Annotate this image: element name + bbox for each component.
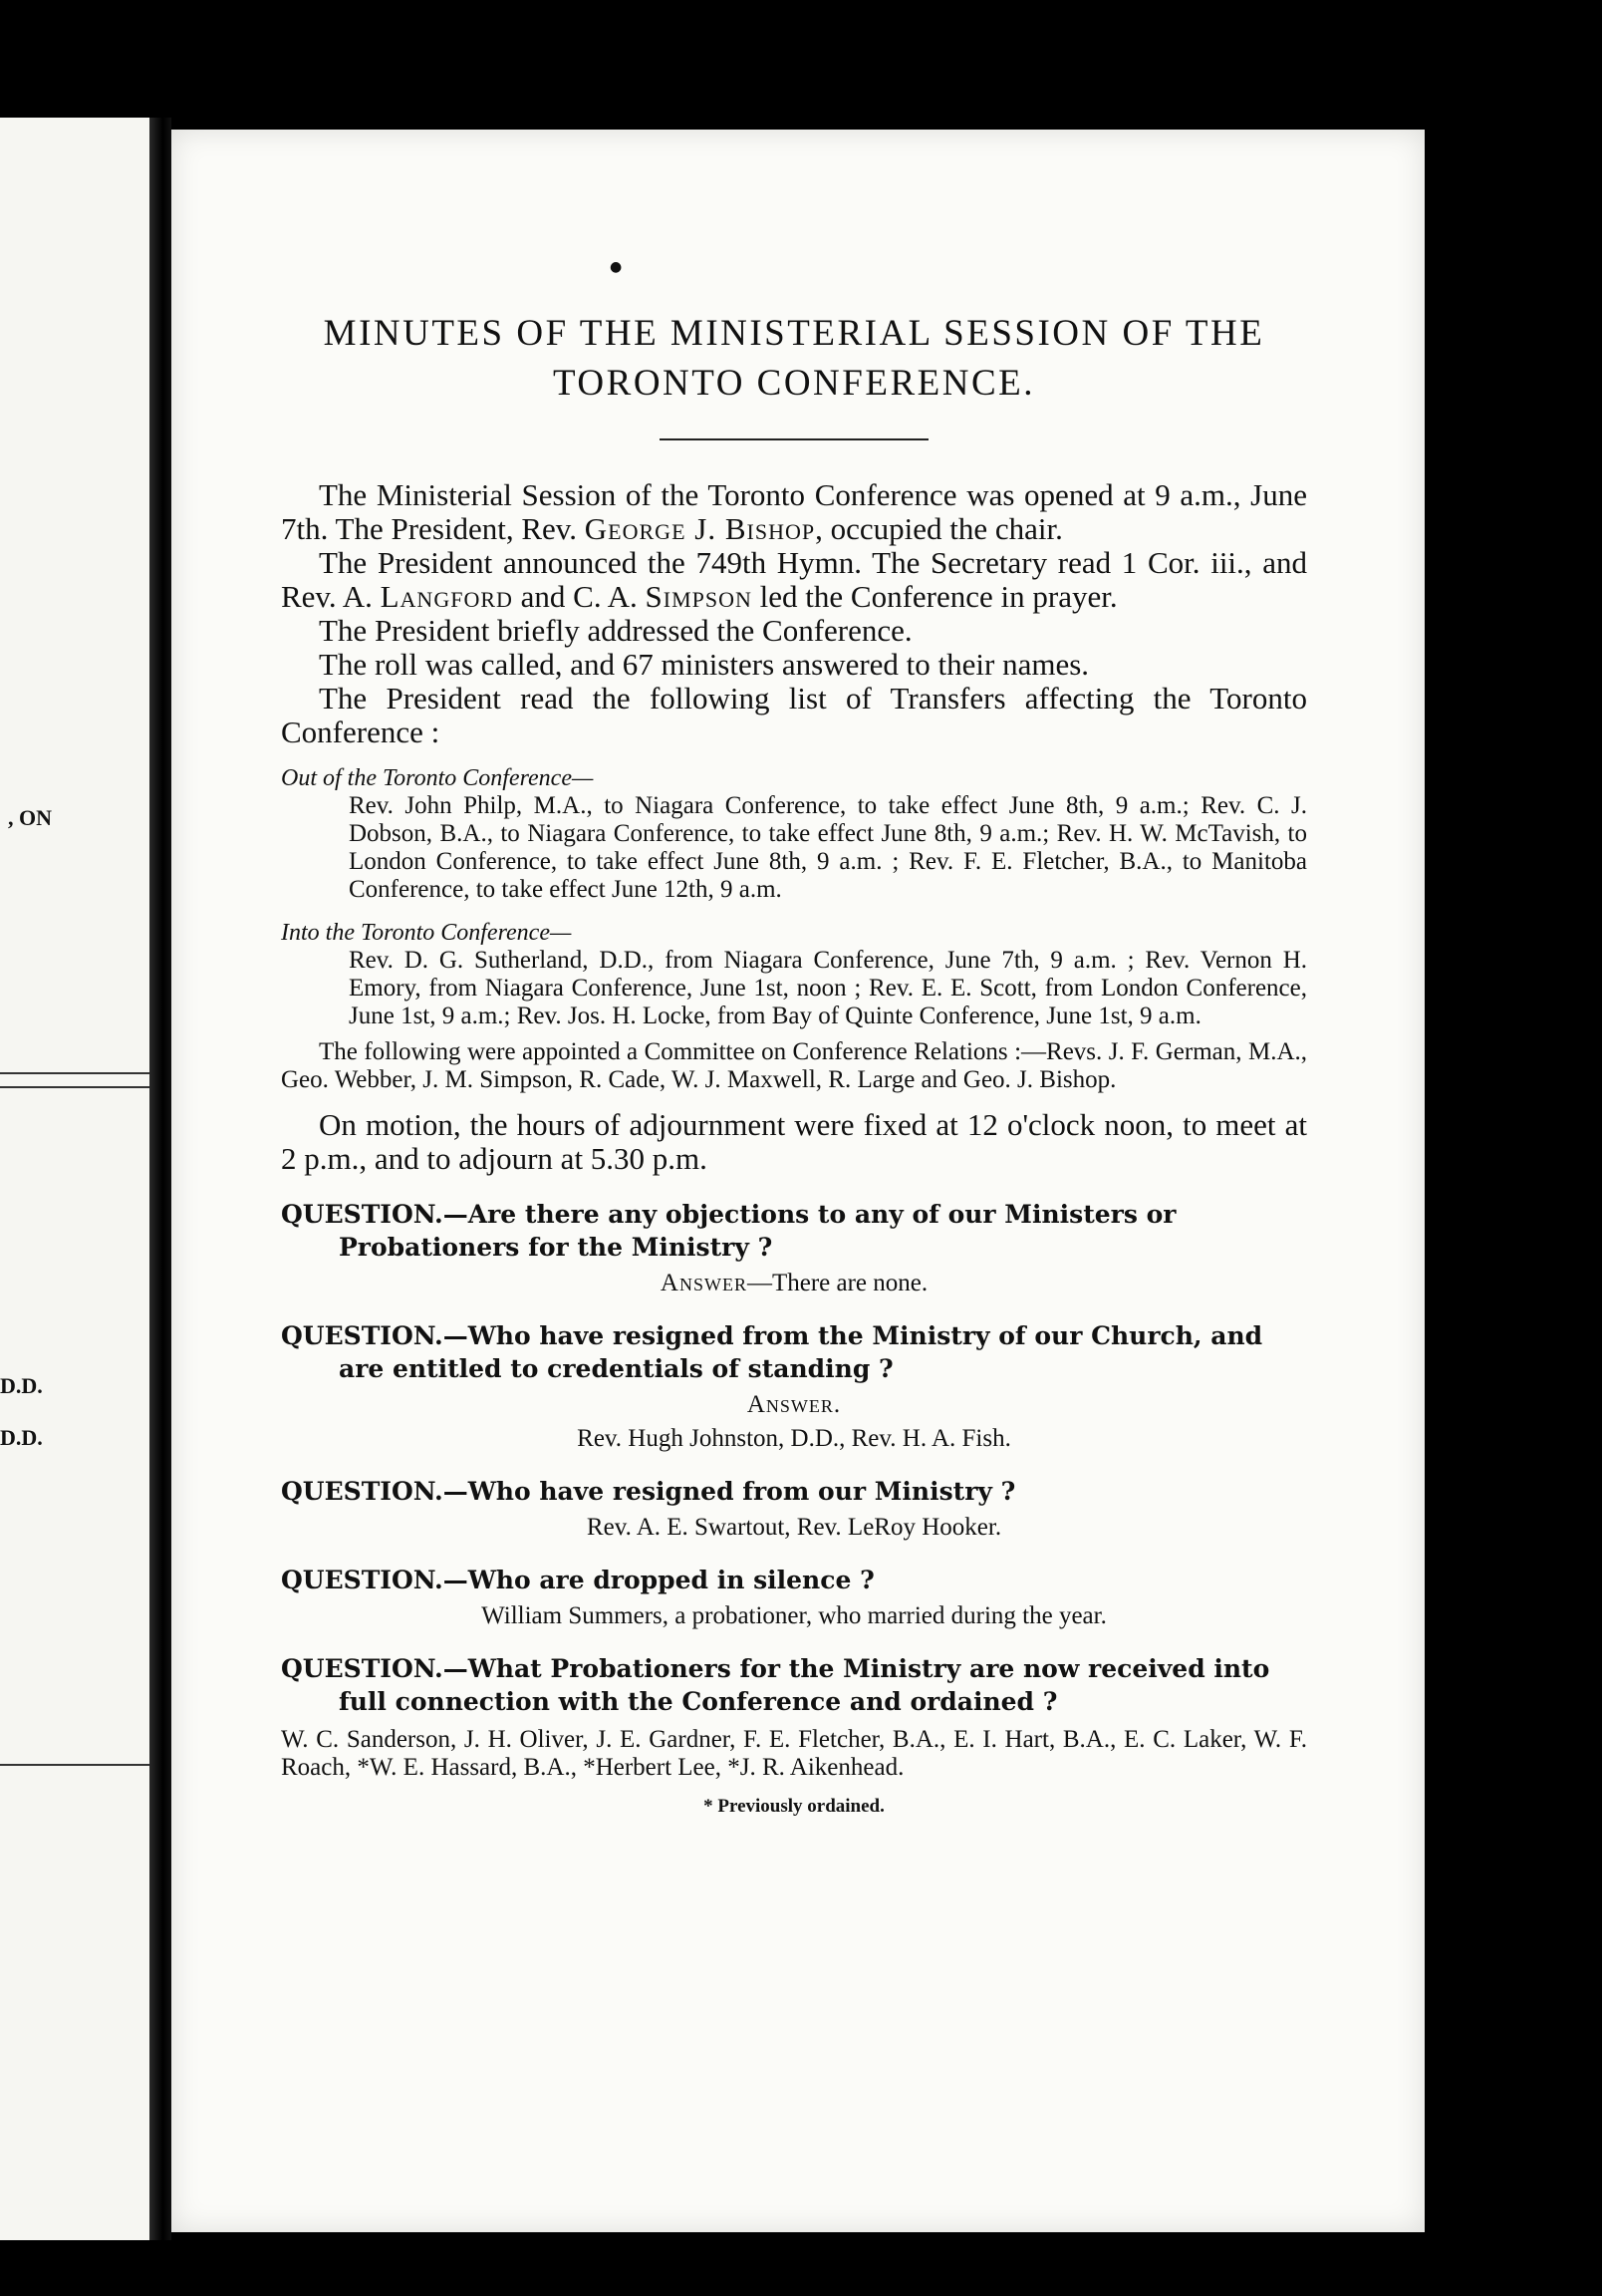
out-transfers-heading: Out of the Toronto Conference— [281, 765, 594, 791]
answer-label: Answer [660, 1270, 747, 1296]
left-page-rule [0, 1764, 149, 1766]
adjacent-page [0, 118, 149, 2240]
president-name: George J. Bishop [584, 511, 816, 546]
into-transfers-list: Rev. D. G. Sutherland, D.D., from Niagara Conference, June 7th, 9 a.m. ; Rev. Vernon H. Emory, from Niagara Conference, June 1st, noon ; Rev. E. E. Scott, from London Conference, June 1st, 9 a.m.; Rev. Jos. H. Locke, from Bay of Quinte Conference, June 1st, 9 a.m. [349, 947, 1307, 1029]
title-divider [660, 438, 929, 440]
question-resigned-our-ministry: QUESTION.—Who have resigned from our Ministry ? [281, 1477, 1016, 1506]
left-page-rule [0, 1072, 149, 1074]
paragraph-text: led the Conference in prayer. [751, 579, 1118, 614]
out-transfers-list: Rev. John Philp, M.A., to Niagara Conference, to take effect June 8th, 9 a.m.; Rev. C. J. Dobson, B.A., to Niagara Conference, to take effect June 8th, 9 a.m.; Rev. H. W. McTavish, to London Conference, to take effect June 8th, 9 a.m. ; Rev. F. E. Fletcher, B.A., to Manitoba Conference, to take effect June 12th, 9 a.m. [349, 792, 1307, 903]
title-line-1: MINUTES OF THE MINISTERIAL SESSION OF THE [323, 313, 1265, 354]
paragraph-address: The President briefly addressed the Conference. [319, 613, 913, 648]
minister-name: Langford [380, 579, 513, 614]
document-page [171, 130, 1425, 2232]
answer-text: —There are none. [746, 1270, 929, 1296]
committee-paragraph: The following were appointed a Committee on Conference Relations :—Revs. J. F. German, M.A., Geo. Webber, J. M. Simpson, R. Cade, W. J. Maxwell, R. Large and Geo. J. Bishop. [281, 1038, 1307, 1093]
paragraph-text: and C. A. [512, 579, 646, 614]
question-dropped: QUESTION.—Who are dropped in silence ? [281, 1566, 875, 1594]
left-page-fragment: , ON [8, 805, 52, 830]
page-title [281, 309, 1307, 409]
left-page-rule [0, 1086, 149, 1088]
paragraph-hymn [281, 546, 1307, 614]
book-gutter [149, 118, 171, 2240]
answer-dropped: William Summers, a probationer, who married during the year. [481, 1602, 1107, 1629]
title-line-2: TORONTO CONFERENCE. [552, 363, 1035, 404]
answer-label-resigned [281, 1391, 1307, 1419]
left-page-fragment: D.D. [0, 1425, 43, 1450]
question-probationers: QUESTION.—What Probationers for the Ministry are now received into full connection with the Conference and ordained ? [281, 1654, 1270, 1716]
page-content [281, 309, 1307, 1818]
footnote: * Previously ordained. [703, 1796, 885, 1817]
left-page-fragment: D.D. [0, 1373, 43, 1398]
paragraph-text: , occupied the chair. [815, 511, 1063, 546]
paragraph-roll: The roll was called, and 67 ministers answered to their names. [319, 647, 1090, 682]
probationer-names: W. C. Sanderson, J. H. Oliver, J. E. Gardner, F. E. Fletcher, B.A., E. I. Hart, B.A., E. C. Laker, W. F. Roach, *W. E. Hassard, B.A., *Herbert Lee, *J. R. Aikenhead. [281, 1726, 1307, 1781]
answer-objections [281, 1270, 1307, 1297]
answer-label: Answer. [746, 1391, 842, 1418]
paragraph-text: The Ministerial Session of the Toronto Conference was opened at 9 a.m., June 7th. The President, Rev. [281, 477, 1307, 546]
paragraph-opening [281, 478, 1307, 546]
answer-resigned-our-ministry: Rev. A. E. Swartout, Rev. LeRoy Hooker. [586, 1514, 1002, 1541]
ink-speck: ● [610, 259, 623, 275]
paragraph-text: The President announced the 749th Hymn. The Secretary read 1 Cor. iii., and Rev. A. [281, 545, 1307, 614]
paragraph-transfers: The President read the following list of Transfers affecting the Toronto Conference : [281, 681, 1307, 749]
into-transfers-heading: Into the Toronto Conference— [281, 920, 572, 946]
minister-name: Simpson [645, 579, 752, 614]
adjournment-paragraph: On motion, the hours of adjournment were fixed at 12 o'clock noon, to meet at 2 p.m., and to adjourn at 5.30 p.m. [281, 1107, 1307, 1176]
question-resigned-ministry: QUESTION.—Who have resigned from the Ministry of our Church, and are entitled to credentials of standing ? [281, 1321, 1263, 1383]
answer-resigned-ministry: Rev. Hugh Johnston, D.D., Rev. H. A. Fish. [577, 1425, 1011, 1452]
question-objections: QUESTION.—Are there any objections to any of our Ministers or Probationers for the Ministry ? [281, 1200, 1177, 1262]
